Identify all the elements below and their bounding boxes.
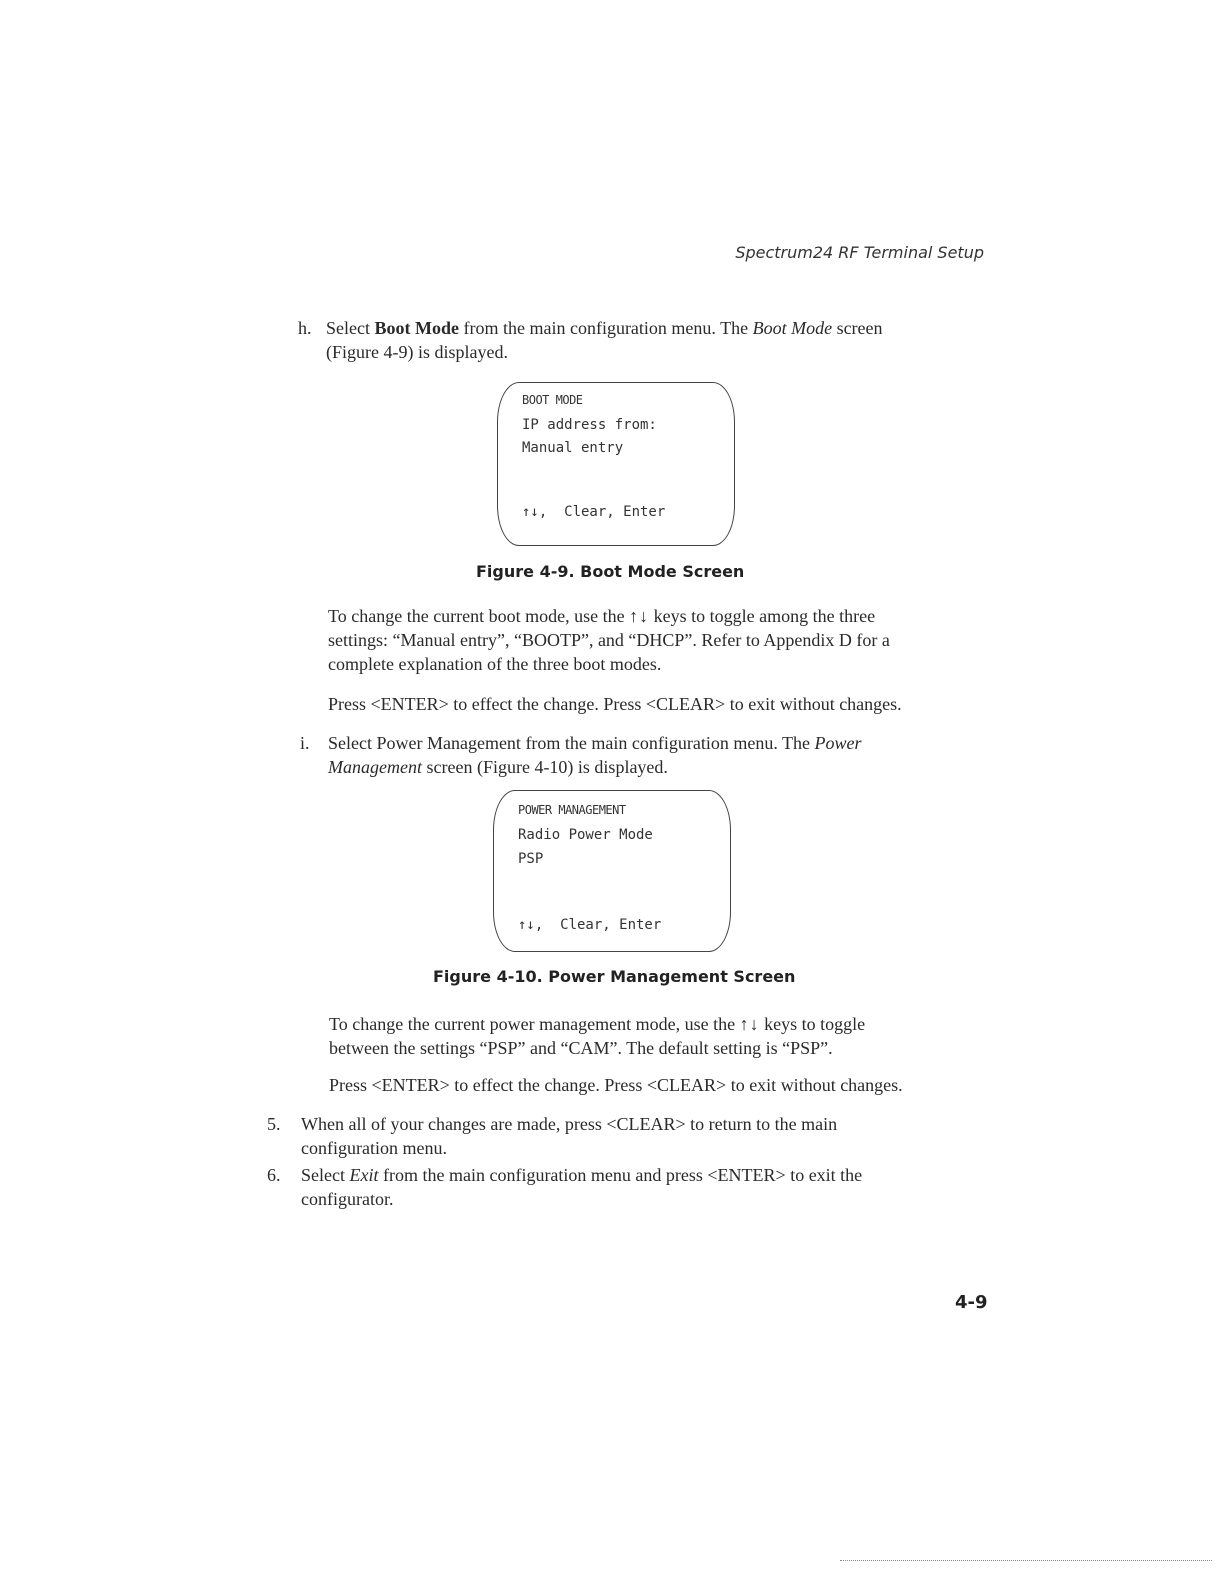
step-h xyxy=(298,316,986,364)
screen-name-ref: Boot Mode xyxy=(752,318,833,338)
screen-name-ref: Management xyxy=(328,757,422,777)
screen-keys-hint: ↑↓, Clear, Enter xyxy=(518,917,662,933)
step-h-line1: Select Boot Mode from the main configuration menu. The Boot Mode screen xyxy=(326,318,883,338)
screen-title: POWER MANAGEMENT xyxy=(518,803,626,817)
page-number: 4-9 xyxy=(955,1292,988,1313)
boot-mode-paragraph: To change the current boot mode, use the ↑↓ keys to toggle among the three settings: “Manual entry”, “BOOTP”, and “DHCP”. Refer to Appendix D for a complete explanation of the three boot modes. xyxy=(328,606,890,674)
screen-line: PSP xyxy=(518,851,544,867)
boot-mode-screen xyxy=(497,382,735,546)
menu-item-ref: Exit xyxy=(349,1165,379,1185)
running-header: Spectrum24 RF Terminal Setup xyxy=(735,243,984,262)
screen-line: Manual entry xyxy=(522,440,624,456)
power-mode-paragraph: To change the current power management mode, use the ↑↓ keys to toggle between the settings “PSP” and “CAM”. The default setting is “PSP”. xyxy=(329,1014,866,1058)
boot-press-instruction: Press <ENTER> to effect the change. Press <CLEAR> to exit without changes. xyxy=(328,694,902,714)
screen-line: Radio Power Mode xyxy=(518,827,653,843)
screen-name-ref: Power xyxy=(814,733,862,753)
menu-item-ref: Boot Mode xyxy=(374,318,459,338)
step-label: 5. xyxy=(267,1114,281,1134)
step-label: h. xyxy=(298,318,312,338)
arrow-keys-icon: ↑↓ xyxy=(629,606,650,626)
step-5: 5. When all of your changes are made, press <CLEAR> to return to the main configuration menu. xyxy=(267,1114,838,1158)
power-press-instruction: Press <ENTER> to effect the change. Press <CLEAR> to exit without changes. xyxy=(329,1075,903,1095)
step-label: i. xyxy=(300,733,310,753)
step-i: i. Select Power Management from the main configuration menu. The Power Management screen (Figure 4-10) is displayed. xyxy=(300,733,862,777)
step-label: 6. xyxy=(267,1165,281,1185)
step-6: 6. Select Exit from the main configuration menu and press <ENTER> to exit the configurator. xyxy=(267,1165,863,1209)
arrow-keys-icon: ↑↓ xyxy=(739,1014,760,1034)
screen-keys-hint: ↑↓, Clear, Enter xyxy=(522,504,666,520)
screen-line: IP address from: xyxy=(522,417,657,433)
power-management-screen xyxy=(493,790,731,952)
screen-title: BOOT MODE xyxy=(522,393,583,407)
step-h-line2: (Figure 4-9) is displayed. xyxy=(326,342,508,362)
scan-artifact-divider xyxy=(840,1560,1212,1563)
figure-caption: Figure 4-9. Boot Mode Screen xyxy=(476,562,745,581)
figure-caption: Figure 4-10. Power Management Screen xyxy=(433,967,796,986)
